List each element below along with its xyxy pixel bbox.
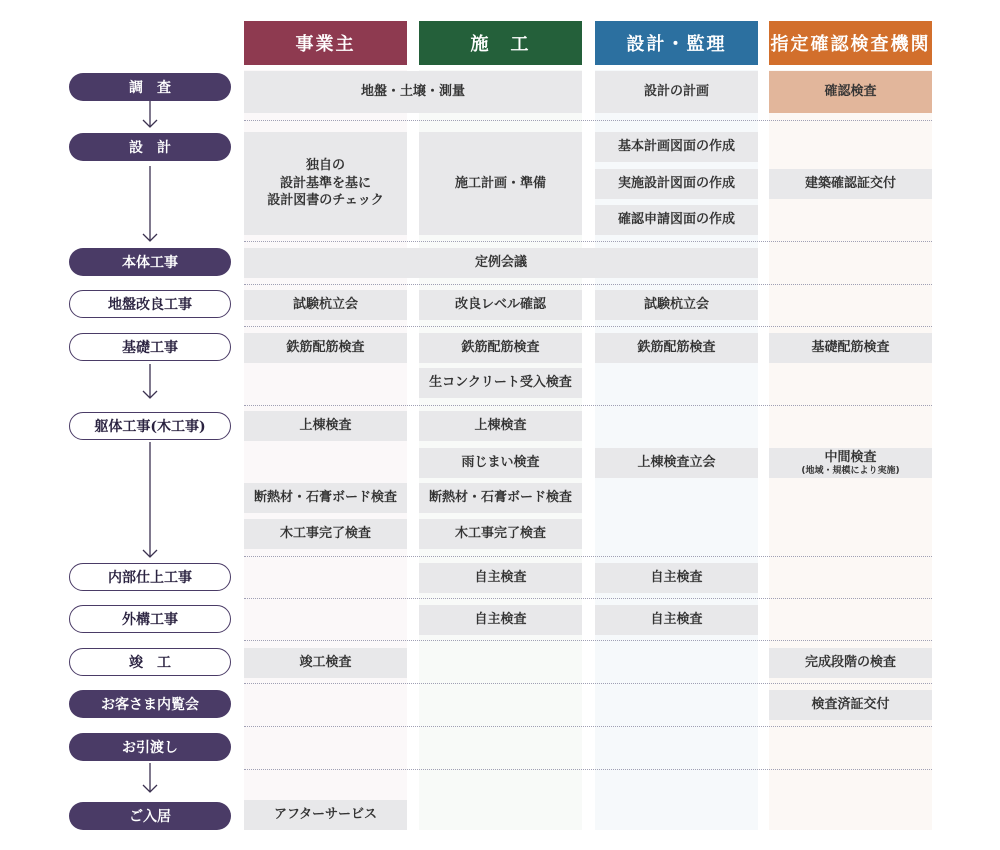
cell-completion-stage: 完成段階の検査 bbox=[769, 648, 932, 678]
interim-check-note: (地域・規模により実施) bbox=[801, 466, 900, 477]
step-completion: 竣 工 bbox=[69, 648, 231, 676]
header-inspection-agency: 指定確認検査機関 bbox=[769, 21, 932, 65]
cell-carpentry-construction: 木工事完了検査 bbox=[419, 519, 582, 549]
cell-pile-test-owner: 試験杭立会 bbox=[244, 290, 407, 320]
cell-building-certificate: 建築確認証交付 bbox=[769, 169, 932, 199]
cell-owner-design-check: 独自の 設計基準を基に 設計図書のチェック bbox=[244, 132, 407, 235]
step-survey: 調 査 bbox=[69, 73, 231, 101]
cell-exterior-self-design: 自主検査 bbox=[595, 605, 758, 635]
cell-framing-construction: 上棟検査 bbox=[419, 411, 582, 441]
cell-regular-meeting: 定例会議 bbox=[244, 248, 758, 278]
step-ground-improvement: 地盤改良工事 bbox=[69, 290, 231, 318]
cell-rebar-design: 鉄筋配筋検査 bbox=[595, 333, 758, 363]
cell-inspection-certificate: 検査済証交付 bbox=[769, 690, 932, 720]
cell-foundation-rebar: 基礎配筋検査 bbox=[769, 333, 932, 363]
step-interior-finish: 内部仕上工事 bbox=[69, 563, 231, 591]
cell-concrete-acceptance: 生コンクリート受入検査 bbox=[419, 368, 582, 398]
cell-working-drawing: 実施設計図面の作成 bbox=[595, 169, 758, 199]
cell-insulation-owner: 断熱材・石膏ボード検査 bbox=[244, 483, 407, 513]
cell-survey: 地盤・土壌・測量 bbox=[244, 71, 582, 113]
cell-application-drawing: 確認申請図面の作成 bbox=[595, 205, 758, 235]
header-owner: 事業主 bbox=[244, 21, 407, 65]
step-exterior: 外構工事 bbox=[69, 605, 231, 633]
cell-basic-plan-drawing: 基本計画図面の作成 bbox=[595, 132, 758, 162]
header-design-supervision: 設計・監理 bbox=[595, 21, 758, 65]
cell-interior-self-construction: 自主検査 bbox=[419, 563, 582, 593]
cell-framing-witness: 上棟検査立会 bbox=[595, 448, 758, 478]
step-main-construction: 本体工事 bbox=[69, 248, 231, 276]
cell-rebar-construction: 鉄筋配筋検査 bbox=[419, 333, 582, 363]
cell-after-service: アフターサービス bbox=[244, 800, 407, 830]
step-design: 設 計 bbox=[69, 133, 231, 161]
cell-interior-self-design: 自主検査 bbox=[595, 563, 758, 593]
cell-carpentry-owner: 木工事完了検査 bbox=[244, 519, 407, 549]
step-framing: 躯体工事(木工事) bbox=[69, 412, 231, 440]
cell-insulation-construction: 断熱材・石膏ボード検査 bbox=[419, 483, 582, 513]
step-move-in: ご入居 bbox=[69, 802, 231, 830]
header-construction: 施 工 bbox=[419, 21, 582, 65]
cell-interim-check bbox=[769, 448, 932, 478]
cell-pile-test-design: 試験杭立会 bbox=[595, 290, 758, 320]
cell-completion-owner: 竣工検査 bbox=[244, 648, 407, 678]
step-customer-preview: お客さま内覧会 bbox=[69, 690, 231, 718]
cell-weatherproof: 雨じまい検査 bbox=[419, 448, 582, 478]
cell-confirmation-check: 確認検査 bbox=[769, 71, 932, 113]
interim-check-label: 中間検査 bbox=[824, 449, 877, 465]
step-handover: お引渡し bbox=[69, 733, 231, 761]
cell-design-plan: 設計の計画 bbox=[595, 71, 758, 113]
cell-rebar-owner: 鉄筋配筋検査 bbox=[244, 333, 407, 363]
cell-exterior-self-construction: 自主検査 bbox=[419, 605, 582, 635]
step-foundation: 基礎工事 bbox=[69, 333, 231, 361]
cell-construction-plan: 施工計画・準備 bbox=[419, 132, 582, 235]
cell-improvement-level: 改良レベル確認 bbox=[419, 290, 582, 320]
cell-framing-owner: 上棟検査 bbox=[244, 411, 407, 441]
